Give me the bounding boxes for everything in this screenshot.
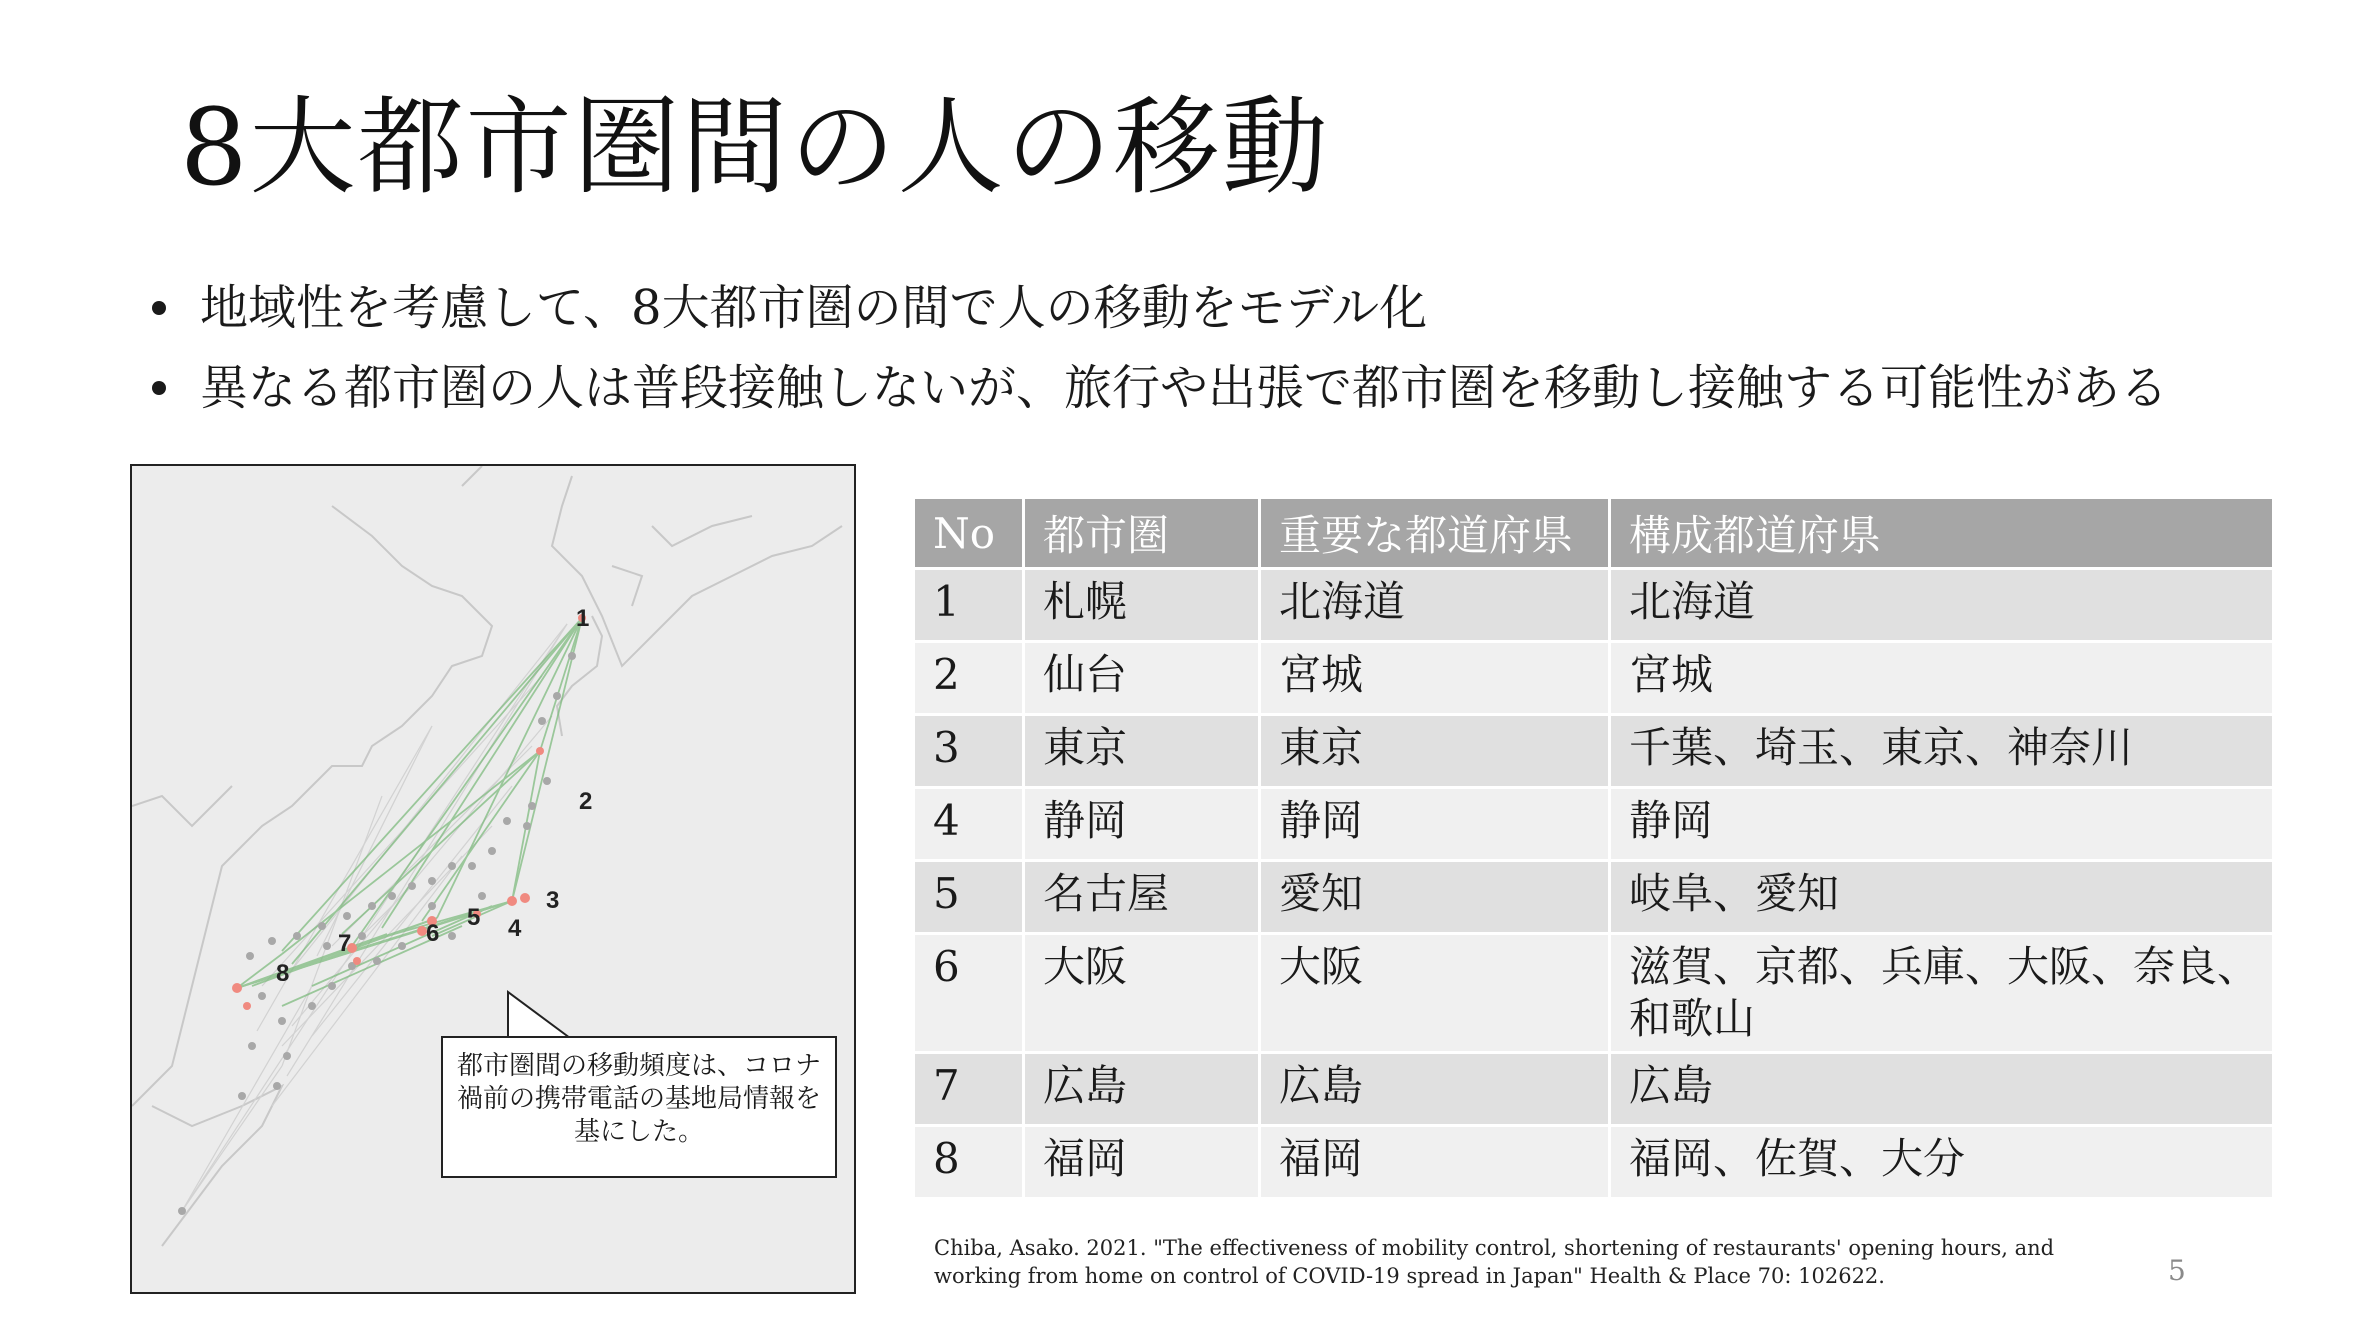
cell-member-prefectures: 福岡、佐賀、大分 — [1610, 1126, 2274, 1199]
cell-member-prefectures: 北海道 — [1610, 569, 2274, 642]
bullet-text: 地域性を考慮して、8大都市圏の間で人の移動をモデル化 — [200, 280, 1428, 336]
table-row — [914, 1053, 2274, 1126]
bullet-list — [140, 268, 2168, 428]
bullet-text: 異なる都市圏の人は普段接触しないが、旅行や出張で都市圏を移動し接触する可能性がある — [200, 360, 2169, 416]
table-row — [914, 934, 2274, 1053]
map-callout: 都市圏間の移動頻度は、コロナ禍前の携帯電話の基地局情報を基にした。 — [441, 1036, 837, 1178]
callout-pointer — [500, 990, 580, 1040]
city-label-3: 3 — [546, 887, 560, 914]
cell-metro: 広島 — [1024, 1053, 1260, 1126]
cell-member-prefectures: 滋賀、京都、兵庫、大阪、奈良、和歌山 — [1610, 934, 2274, 1053]
cell-key-prefecture: 宮城 — [1260, 642, 1610, 715]
cell-no: 3 — [914, 715, 1024, 788]
city-label-5: 5 — [467, 904, 481, 931]
city-label-4: 4 — [508, 915, 522, 942]
table-row — [914, 715, 2274, 788]
cell-member-prefectures: 千葉、埼玉、東京、神奈川 — [1610, 715, 2274, 788]
cell-member-prefectures: 静岡 — [1610, 788, 2274, 861]
cell-no: 4 — [914, 788, 1024, 861]
city-label-2: 2 — [579, 788, 593, 815]
cell-metro: 札幌 — [1024, 569, 1260, 642]
cell-metro: 名古屋 — [1024, 861, 1260, 934]
cell-key-prefecture: 北海道 — [1260, 569, 1610, 642]
cell-member-prefectures: 宮城 — [1610, 642, 2274, 715]
cell-metro: 大阪 — [1024, 934, 1260, 1053]
bullet-item — [140, 268, 2168, 348]
city-label-1: 1 — [576, 605, 590, 632]
column-header-no: No — [914, 498, 1024, 569]
cell-metro: 仙台 — [1024, 642, 1260, 715]
cell-metro: 東京 — [1024, 715, 1260, 788]
cell-key-prefecture: 東京 — [1260, 715, 1610, 788]
column-header-key-prefecture: 重要な都道府県 — [1260, 498, 1610, 569]
citation: Chiba, Asako. 2021. "The effectiveness of mobility control, shortening of restaurants' opening hours, and working from home on control of COVID-19 spread in Japan" Health & Place 70: 102622. — [934, 1236, 2055, 1288]
table-row — [914, 1126, 2274, 1199]
cell-no: 1 — [914, 569, 1024, 642]
cell-metro: 福岡 — [1024, 1126, 1260, 1199]
cell-no: 7 — [914, 1053, 1024, 1126]
cell-metro: 静岡 — [1024, 788, 1260, 861]
city-routes — [237, 618, 582, 1006]
bullet-dot-icon — [152, 381, 166, 395]
cell-member-prefectures: 岐阜、愛知 — [1610, 861, 2274, 934]
bullet-dot-icon — [152, 301, 166, 315]
cell-member-prefectures: 広島 — [1610, 1053, 2274, 1126]
cell-no: 2 — [914, 642, 1024, 715]
cell-key-prefecture: 福岡 — [1260, 1126, 1610, 1199]
column-header-member-prefectures: 構成都道府県 — [1610, 498, 2274, 569]
page-number: 5 — [2168, 1254, 2186, 1287]
column-header-metro: 都市圏 — [1024, 498, 1260, 569]
city-label-7: 7 — [338, 930, 352, 957]
table-row — [914, 569, 2274, 642]
cell-key-prefecture: 静岡 — [1260, 788, 1610, 861]
slide-title: 8大都市圏間の人の移動 — [180, 86, 1330, 209]
cell-key-prefecture: 愛知 — [1260, 861, 1610, 934]
metro-area-table — [912, 496, 2275, 1200]
cell-key-prefecture: 大阪 — [1260, 934, 1610, 1053]
table-header-row — [914, 498, 2274, 569]
table-row — [914, 788, 2274, 861]
bullet-item — [140, 348, 2168, 428]
cell-no: 5 — [914, 861, 1024, 934]
cell-key-prefecture: 広島 — [1260, 1053, 1610, 1126]
cell-no: 8 — [914, 1126, 1024, 1199]
city-label-8: 8 — [276, 960, 290, 987]
table-row — [914, 861, 2274, 934]
city-label-6: 6 — [426, 920, 440, 947]
cell-no: 6 — [914, 934, 1024, 1053]
table-row — [914, 642, 2274, 715]
